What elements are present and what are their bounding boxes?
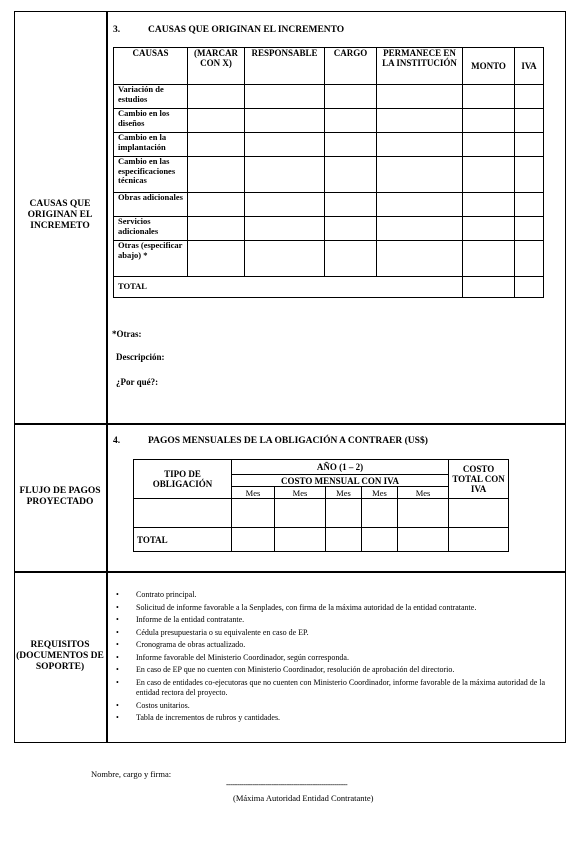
header-permanece: PERMANECE EN LA INSTITUCIÓN [377,48,463,85]
table-row [114,133,544,157]
cell-monto[interactable] [463,157,515,193]
mes-header: Mes [326,487,362,499]
left-label-flujo: FLUJO DE PAGOS PROYECTADO [19,486,101,507]
cell-permanece[interactable] [377,133,463,157]
list-item: • Solicitud de informe favorable a la Senplades, con firma de la máxima autoridad de la entidad contratante. [116,603,556,614]
cell-permanece[interactable] [377,217,463,241]
cell-monto[interactable] [463,241,515,277]
porque-label: ¿Por qué?: [116,377,159,387]
cell-mes[interactable] [326,528,362,552]
total-iva[interactable] [515,277,544,298]
total-monto[interactable] [463,277,515,298]
list-item: • Costos unitarios. [116,701,556,712]
mes-header: Mes [362,487,398,499]
table-row [134,499,509,528]
cell-marcar[interactable] [188,85,245,109]
list-item: • Informe favorable del Ministerio Coordinador, según corresponda. [116,653,556,664]
left-label-causas: CAUSAS QUE ORIGINAN EL INCREMETO [27,199,93,231]
cell-tipo[interactable] [134,499,232,528]
cell-mes[interactable] [398,499,449,528]
cell-permanece[interactable] [377,85,463,109]
cell-monto[interactable] [463,85,515,109]
cell-monto[interactable] [463,109,515,133]
table-row [114,109,544,133]
row-label: Otras (especificar abajo) * [114,241,188,277]
cell-responsable[interactable] [245,157,325,193]
cell-cargo[interactable] [325,109,377,133]
cell-responsable[interactable] [245,109,325,133]
cell-iva[interactable] [515,85,544,109]
total-label: TOTAL [114,277,463,298]
total-row [134,528,509,552]
cell-marcar[interactable] [188,217,245,241]
cell-iva[interactable] [515,217,544,241]
cell-iva[interactable] [515,193,544,217]
table-row [114,217,544,241]
header-iva: IVA [515,48,544,85]
pagos-table [133,459,509,552]
cell-cargo[interactable] [325,193,377,217]
cell-mes[interactable] [232,499,275,528]
cell-mes[interactable] [275,528,326,552]
cell-costo-total[interactable] [449,499,509,528]
header-cargo: CARGO [325,48,377,85]
cell-iva[interactable] [515,157,544,193]
row-label: Cambio en los diseños [114,109,188,133]
signature-label: Nombre, cargo y firma: [91,769,172,779]
row-label: Cambio en la implantación [114,133,188,157]
mes-header: Mes [398,487,449,499]
cell-permanece[interactable] [377,157,463,193]
signature-line: -------------------------------------------------------- [226,780,348,789]
list-item: • Informe de la entidad contratante. [116,615,556,626]
cell-marcar[interactable] [188,241,245,277]
costo-total-header: COSTO TOTAL CON IVA [449,460,509,499]
otras-label: *Otras: [112,329,142,339]
authority-label: (Máxima Autoridad Entidad Contratante) [233,793,374,803]
cell-cargo[interactable] [325,241,377,277]
cell-mes[interactable] [326,499,362,528]
left-label-requisitos: REQUISITOS (DOCUMENTOS DE SOPORTE) [16,640,104,672]
requisitos-list [116,590,556,726]
row-label: Cambio en las especificaciones técnicas [114,157,188,193]
mes-header: Mes [275,487,326,499]
header-causas: CAUSAS [114,48,188,85]
section-divider-2 [14,571,566,573]
total-row [114,277,544,298]
anio-header: AÑO (1 – 2) [232,460,449,475]
list-item: • Cédula presupuestaria o su equivalente en caso de EP. [116,628,556,639]
section3-title: CAUSAS QUE ORIGINAN EL INCREMENTO [148,25,345,35]
costo-mensual-header: COSTO MENSUAL CON IVA [232,475,449,487]
cell-cargo[interactable] [325,133,377,157]
cell-cargo[interactable] [325,157,377,193]
header-responsable: RESPONSABLE [245,48,325,85]
cell-responsable[interactable] [245,85,325,109]
cell-permanece[interactable] [377,109,463,133]
cell-marcar[interactable] [188,109,245,133]
cell-mes[interactable] [275,499,326,528]
cell-monto[interactable] [463,133,515,157]
header-monto: MONTO [463,48,515,85]
table-row [114,241,544,277]
list-item: • Contrato principal. [116,590,556,601]
cell-monto[interactable] [463,193,515,217]
descripcion-label: Descripción: [116,352,165,362]
table-row [114,157,544,193]
row-label: Servicios adicionales [114,217,188,241]
cell-cargo[interactable] [325,217,377,241]
cell-marcar[interactable] [188,133,245,157]
section4-title: PAGOS MENSUALES DE LA OBLIGACIÓN A CONTRAER (US$) [148,436,428,446]
tipo-obligacion-header: TIPO DE OBLIGACIÓN [134,460,232,499]
cell-responsable[interactable] [245,217,325,241]
section4-number: 4. [113,436,121,446]
cell-mes[interactable] [232,528,275,552]
pagos-header-row-1 [134,460,509,475]
header-marcar: (MARCAR CON X) [188,48,245,85]
cell-marcar[interactable] [188,157,245,193]
column-divider [106,11,108,743]
cell-permanece[interactable] [377,241,463,277]
table-row [114,85,544,109]
cell-marcar[interactable] [188,193,245,217]
cell-costo-total[interactable] [449,528,509,552]
cell-permanece[interactable] [377,193,463,217]
cell-iva[interactable] [515,133,544,157]
cell-responsable[interactable] [245,241,325,277]
table-row [114,193,544,217]
cell-responsable[interactable] [245,193,325,217]
list-item: • En caso de entidades co-ejecutoras que no cuenten con Ministerio Coordinador, informe favorable de la máxima autoridad de la entidad rectora del proyecto. [116,678,556,699]
cell-monto[interactable] [463,217,515,241]
cell-cargo[interactable] [325,85,377,109]
cell-iva[interactable] [515,109,544,133]
mes-header: Mes [232,487,275,499]
row-label: Variación de estudios [114,85,188,109]
list-item: • En caso de EP que no cuenten con Ministerio Coordinador, resolución de aprobación del directorio. [116,665,556,676]
pagos-total-label: TOTAL [134,528,232,552]
causas-header-row [114,48,544,85]
causas-table [113,47,544,298]
cell-mes[interactable] [398,528,449,552]
cell-mes[interactable] [362,499,398,528]
list-item: • Tabla de incrementos de rubros y cantidades. [116,713,556,724]
cell-mes[interactable] [362,528,398,552]
section3-number: 3. [113,25,121,35]
list-item: • Cronograma de obras actualizado. [116,640,556,651]
cell-iva[interactable] [515,241,544,277]
section-divider-1 [14,423,566,425]
cell-responsable[interactable] [245,133,325,157]
row-label: Obras adicionales [114,193,188,217]
